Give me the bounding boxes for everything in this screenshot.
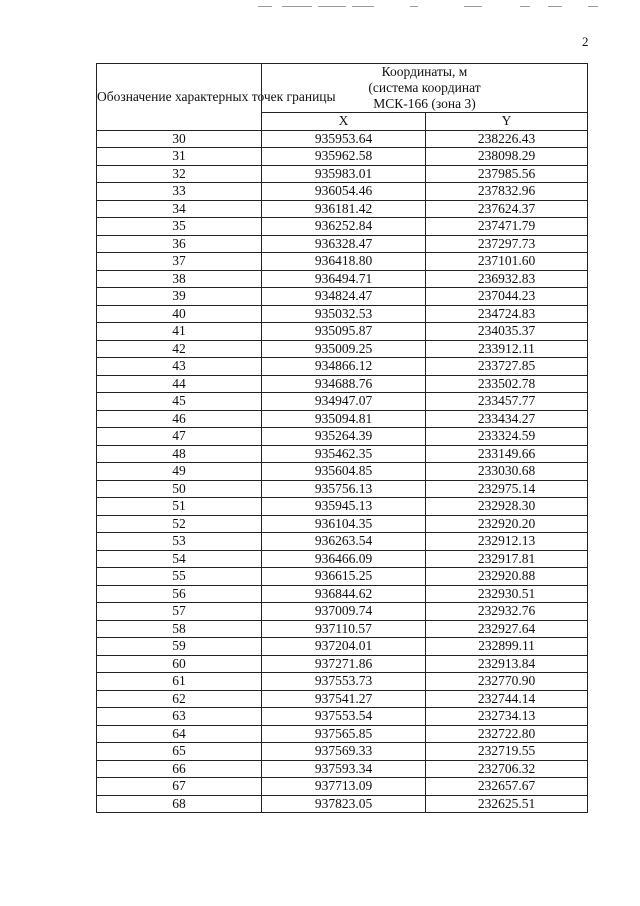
- cell-x: 937593.34: [262, 760, 426, 778]
- scan-artifact: [352, 6, 374, 7]
- cell-y: 237471.79: [426, 218, 588, 236]
- page-number: 2: [582, 34, 589, 49]
- header-coordinates: [262, 64, 588, 113]
- cell-point: 39: [97, 288, 262, 306]
- cell-point: 67: [97, 778, 262, 796]
- header-point-designation: Обозначение характерных точек границы: [97, 64, 262, 131]
- table-row: [97, 550, 588, 568]
- cell-x: 935462.35: [262, 445, 426, 463]
- cell-y: 234035.37: [426, 323, 588, 341]
- cell-x: 936263.54: [262, 533, 426, 551]
- cell-x: 935983.01: [262, 165, 426, 183]
- table-row: [97, 340, 588, 358]
- table-row: [97, 480, 588, 498]
- header-y: Y: [426, 113, 588, 131]
- cell-y: 232920.20: [426, 515, 588, 533]
- table-row: [97, 410, 588, 428]
- cell-point: 37: [97, 253, 262, 271]
- cell-x: 934688.76: [262, 375, 426, 393]
- cell-y: 233502.78: [426, 375, 588, 393]
- cell-y: 232706.32: [426, 760, 588, 778]
- cell-y: 232920.88: [426, 568, 588, 586]
- table-header: [97, 64, 588, 131]
- table-row: [97, 655, 588, 673]
- table-row: [97, 498, 588, 516]
- cell-y: 232930.51: [426, 585, 588, 603]
- cell-x: 937110.57: [262, 620, 426, 638]
- table-row: [97, 375, 588, 393]
- table-row: [97, 323, 588, 341]
- cell-x: 937823.05: [262, 795, 426, 813]
- cell-y: 233457.77: [426, 393, 588, 411]
- table-row: [97, 760, 588, 778]
- cell-y: 232734.13: [426, 708, 588, 726]
- cell-point: 57: [97, 603, 262, 621]
- scan-artifact: [520, 6, 530, 7]
- cell-x: 937569.33: [262, 743, 426, 761]
- cell-x: 936494.71: [262, 270, 426, 288]
- cell-point: 48: [97, 445, 262, 463]
- cell-y: 238226.43: [426, 130, 588, 148]
- cell-point: 33: [97, 183, 262, 201]
- cell-x: 935953.64: [262, 130, 426, 148]
- table-row: [97, 568, 588, 586]
- cell-x: 936844.62: [262, 585, 426, 603]
- cell-point: 68: [97, 795, 262, 813]
- cell-x: 937565.85: [262, 725, 426, 743]
- cell-point: 59: [97, 638, 262, 656]
- cell-point: 41: [97, 323, 262, 341]
- cell-x: 934866.12: [262, 358, 426, 376]
- cell-point: 64: [97, 725, 262, 743]
- cell-x: 937553.54: [262, 708, 426, 726]
- table-row: [97, 130, 588, 148]
- table-body: [97, 130, 588, 813]
- table-row: [97, 428, 588, 446]
- table-row: [97, 743, 588, 761]
- table-row: [97, 218, 588, 236]
- cell-y: 234724.83: [426, 305, 588, 323]
- cell-x: 936466.09: [262, 550, 426, 568]
- cell-point: 30: [97, 130, 262, 148]
- table-row: [97, 725, 588, 743]
- cell-x: 935604.85: [262, 463, 426, 481]
- cell-point: 52: [97, 515, 262, 533]
- table-row: [97, 778, 588, 796]
- cell-x: 935094.81: [262, 410, 426, 428]
- cell-y: 233149.66: [426, 445, 588, 463]
- table-row: [97, 288, 588, 306]
- cell-x: 935264.39: [262, 428, 426, 446]
- cell-y: 232912.13: [426, 533, 588, 551]
- table-row: [97, 585, 588, 603]
- cell-x: 936054.46: [262, 183, 426, 201]
- header-coordinates-line: МСК-166 (зона 3): [373, 96, 476, 111]
- cell-y: 237044.23: [426, 288, 588, 306]
- cell-point: 46: [97, 410, 262, 428]
- header-coordinates-line: (система координат: [368, 80, 481, 95]
- cell-x: 936418.80: [262, 253, 426, 271]
- cell-point: 36: [97, 235, 262, 253]
- cell-y: 232932.76: [426, 603, 588, 621]
- scan-artifact: [282, 6, 312, 7]
- cell-point: 44: [97, 375, 262, 393]
- table-row: [97, 358, 588, 376]
- table-row: [97, 795, 588, 813]
- table-row: [97, 708, 588, 726]
- cell-y: 233434.27: [426, 410, 588, 428]
- cell-y: 233912.11: [426, 340, 588, 358]
- cell-point: 45: [97, 393, 262, 411]
- cell-point: 60: [97, 655, 262, 673]
- cell-y: 237101.60: [426, 253, 588, 271]
- table-row: [97, 235, 588, 253]
- cell-point: 66: [97, 760, 262, 778]
- cell-point: 65: [97, 743, 262, 761]
- table-row: [97, 673, 588, 691]
- cell-point: 54: [97, 550, 262, 568]
- cell-y: 232719.55: [426, 743, 588, 761]
- table-row: [97, 253, 588, 271]
- table-row: [97, 620, 588, 638]
- cell-point: 49: [97, 463, 262, 481]
- cell-y: 232770.90: [426, 673, 588, 691]
- table-row: [97, 638, 588, 656]
- scan-artifact: [410, 6, 418, 7]
- cell-point: 42: [97, 340, 262, 358]
- cell-point: 32: [97, 165, 262, 183]
- table-row: [97, 393, 588, 411]
- cell-point: 35: [97, 218, 262, 236]
- cell-y: 233324.59: [426, 428, 588, 446]
- table-row: [97, 183, 588, 201]
- table-row: [97, 533, 588, 551]
- cell-y: 233727.85: [426, 358, 588, 376]
- cell-x: 934824.47: [262, 288, 426, 306]
- cell-point: 61: [97, 673, 262, 691]
- cell-x: 937204.01: [262, 638, 426, 656]
- cell-x: 937553.73: [262, 673, 426, 691]
- cell-x: 935009.25: [262, 340, 426, 358]
- cell-point: 62: [97, 690, 262, 708]
- cell-point: 50: [97, 480, 262, 498]
- header-x: X: [262, 113, 426, 131]
- cell-point: 53: [97, 533, 262, 551]
- cell-x: 936615.25: [262, 568, 426, 586]
- cell-y: 236932.83: [426, 270, 588, 288]
- cell-y: 237297.73: [426, 235, 588, 253]
- cell-point: 63: [97, 708, 262, 726]
- cell-x: 936252.84: [262, 218, 426, 236]
- table-row: [97, 148, 588, 166]
- scan-artifact: [548, 6, 562, 7]
- cell-y: 232899.11: [426, 638, 588, 656]
- table-row: [97, 200, 588, 218]
- cell-x: 936181.42: [262, 200, 426, 218]
- cell-y: 232722.80: [426, 725, 588, 743]
- cell-point: 31: [97, 148, 262, 166]
- cell-x: 934947.07: [262, 393, 426, 411]
- cell-x: 936104.35: [262, 515, 426, 533]
- scan-artifact: [318, 6, 346, 7]
- cell-point: 38: [97, 270, 262, 288]
- cell-x: 937541.27: [262, 690, 426, 708]
- cell-y: 237985.56: [426, 165, 588, 183]
- scan-artifact: [588, 6, 598, 7]
- cell-point: 47: [97, 428, 262, 446]
- table-row: [97, 603, 588, 621]
- cell-y: 232917.81: [426, 550, 588, 568]
- scan-artifact: [464, 6, 482, 7]
- coordinates-table: [96, 63, 588, 813]
- cell-y: 232927.64: [426, 620, 588, 638]
- cell-point: 51: [97, 498, 262, 516]
- cell-point: 34: [97, 200, 262, 218]
- cell-y: 237832.96: [426, 183, 588, 201]
- cell-x: 937713.09: [262, 778, 426, 796]
- cell-x: 935945.13: [262, 498, 426, 516]
- cell-y: 237624.37: [426, 200, 588, 218]
- table-row: [97, 690, 588, 708]
- cell-point: 55: [97, 568, 262, 586]
- cell-point: 40: [97, 305, 262, 323]
- cell-y: 232625.51: [426, 795, 588, 813]
- table-row: [97, 515, 588, 533]
- table-row: [97, 270, 588, 288]
- cell-x: 937009.74: [262, 603, 426, 621]
- cell-x: 935032.53: [262, 305, 426, 323]
- table-row: [97, 165, 588, 183]
- cell-y: 232913.84: [426, 655, 588, 673]
- cell-x: 935962.58: [262, 148, 426, 166]
- cell-y: 232744.14: [426, 690, 588, 708]
- cell-y: 232975.14: [426, 480, 588, 498]
- table-row: [97, 305, 588, 323]
- cell-y: 233030.68: [426, 463, 588, 481]
- scan-artifact: [258, 6, 272, 7]
- cell-point: 43: [97, 358, 262, 376]
- cell-y: 232928.30: [426, 498, 588, 516]
- cell-point: 58: [97, 620, 262, 638]
- cell-y: 238098.29: [426, 148, 588, 166]
- table-row: [97, 463, 588, 481]
- cell-x: 935756.13: [262, 480, 426, 498]
- cell-x: 935095.87: [262, 323, 426, 341]
- header-coordinates-line: Координаты, м: [381, 64, 468, 79]
- cell-x: 936328.47: [262, 235, 426, 253]
- cell-x: 937271.86: [262, 655, 426, 673]
- cell-y: 232657.67: [426, 778, 588, 796]
- cell-point: 56: [97, 585, 262, 603]
- table-row: [97, 445, 588, 463]
